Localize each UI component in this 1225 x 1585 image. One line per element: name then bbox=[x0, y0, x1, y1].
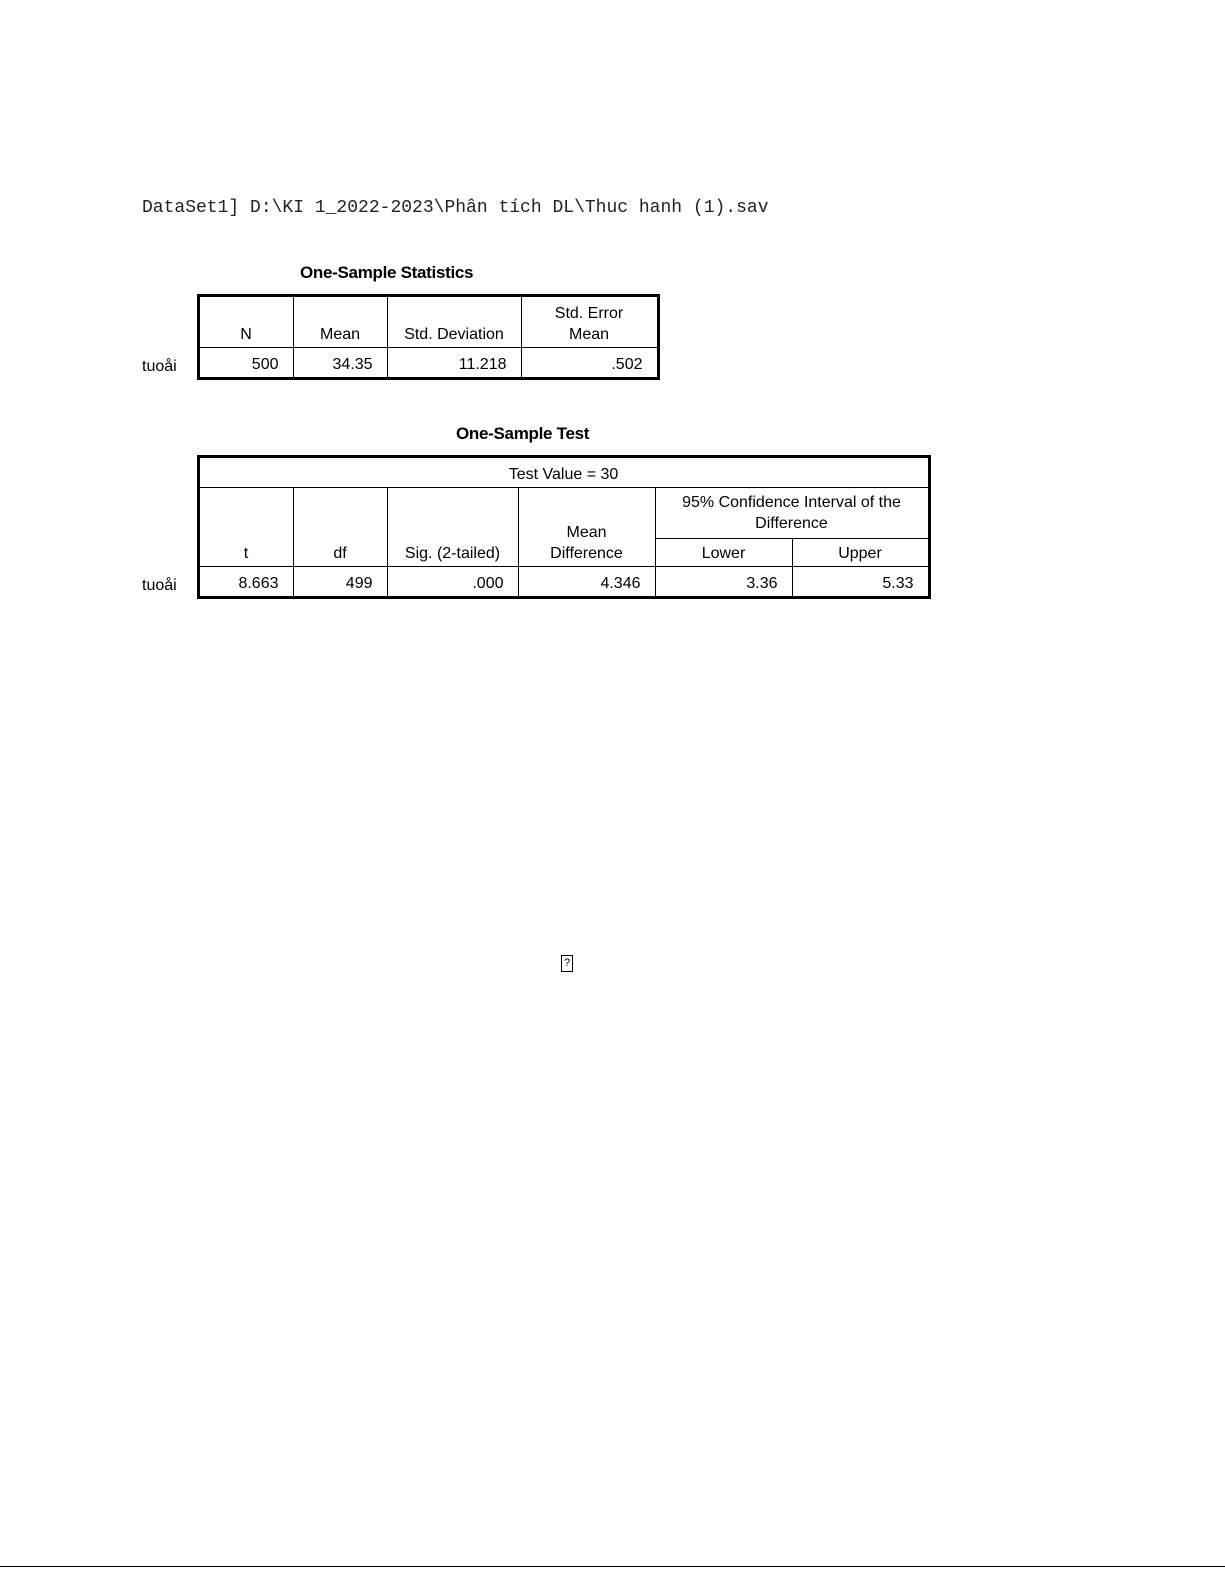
test-cell-sig: .000 bbox=[387, 567, 518, 598]
test-header-ci: 95% Confidence Interval of the Difference bbox=[655, 488, 929, 539]
test-cell-lower: 3.36 bbox=[655, 567, 792, 598]
test-table-title: One-Sample Test bbox=[456, 424, 590, 443]
test-cell-mean-diff: 4.346 bbox=[518, 567, 655, 598]
test-header-mean-diff-line1: Mean bbox=[566, 524, 607, 541]
test-header-t: t bbox=[198, 488, 293, 567]
test-header-upper: Upper bbox=[792, 539, 929, 567]
test-cell-upper: 5.33 bbox=[792, 567, 929, 598]
stats-cell-mean: 34.35 bbox=[293, 348, 387, 379]
test-cell-df: 499 bbox=[293, 567, 387, 598]
test-value-header: Test Value = 30 bbox=[198, 457, 929, 488]
stats-table-title: One-Sample Statistics bbox=[300, 263, 474, 282]
stats-header-n: N bbox=[198, 296, 293, 348]
test-row-label: tuoåi bbox=[142, 576, 177, 594]
missing-glyph-box: ? bbox=[561, 955, 573, 972]
test-header-lower: Lower bbox=[655, 539, 792, 567]
one-sample-statistics-table bbox=[142, 294, 660, 380]
test-header-sig: Sig. (2-tailed) bbox=[387, 488, 518, 567]
stats-corner-cell bbox=[142, 296, 198, 348]
stats-header-se bbox=[521, 296, 658, 348]
stats-header-se-line2: Mean bbox=[568, 326, 610, 343]
stats-cell-se: .502 bbox=[521, 348, 658, 379]
stats-cell-sd: 11.218 bbox=[387, 348, 521, 379]
stats-row-label: tuoåi bbox=[142, 357, 177, 375]
one-sample-test-table bbox=[142, 455, 931, 599]
test-header-mean-diff-line2: Difference bbox=[550, 545, 623, 562]
dataset-path-line: DataSet1] D:\KI 1_2022-2023\Phân tích DL\Thuc hanh (1).sav bbox=[142, 198, 769, 218]
stats-cell-n: 500 bbox=[198, 348, 293, 379]
stats-header-mean: Mean bbox=[293, 296, 387, 348]
page-bottom-rule bbox=[0, 1566, 1225, 1567]
test-header-df: df bbox=[293, 488, 387, 567]
test-cell-t: 8.663 bbox=[198, 567, 293, 598]
stats-header-se-line1: Std. Error bbox=[554, 305, 624, 322]
test-corner-cell bbox=[142, 457, 198, 567]
test-header-mean-diff bbox=[518, 488, 655, 567]
stats-header-sd: Std. Deviation bbox=[387, 296, 521, 348]
